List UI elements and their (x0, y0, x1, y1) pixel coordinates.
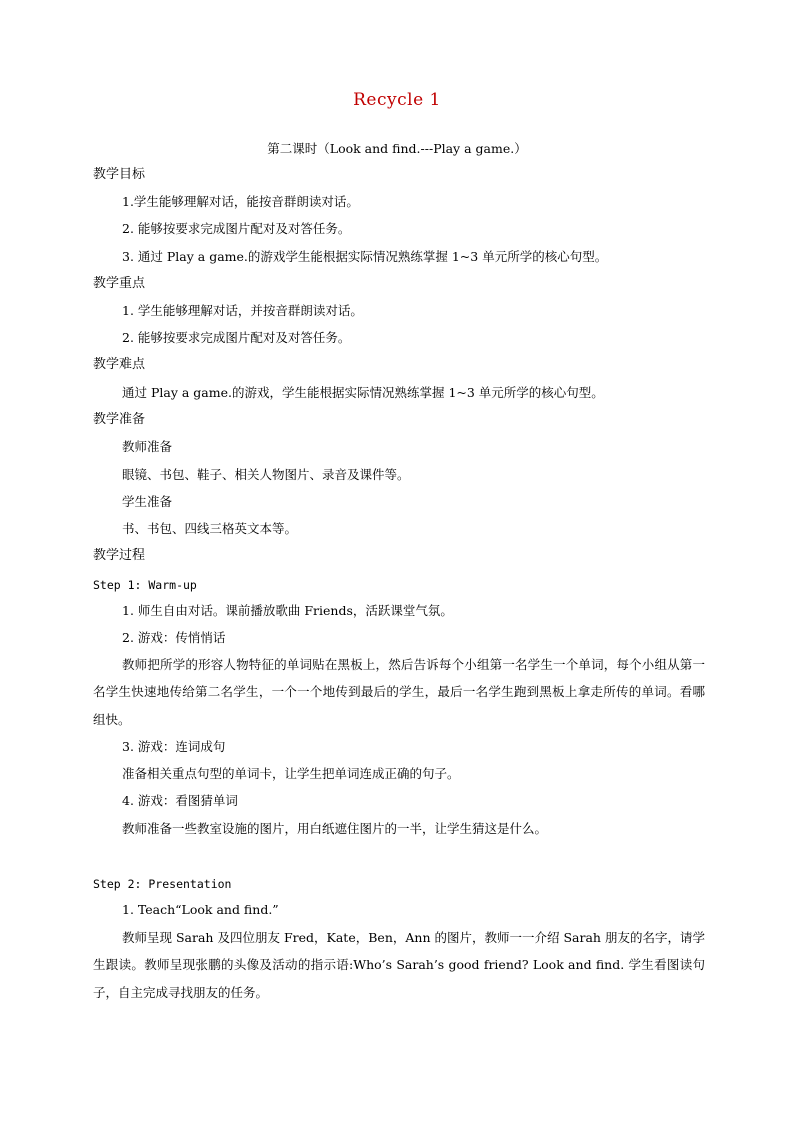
teacher-prep-items: 眼镜、书包、鞋子、相关人物图片、录音及课件等。 (122, 467, 410, 482)
lesson-subtitle: 第二课时（Look and find.---Play a game.） (267, 141, 527, 156)
step2-title: Step 2: Presentation (93, 877, 232, 891)
teacher-prep-label: 教师准备 (122, 439, 173, 454)
difficulties-text: 通过 Play a game.的游戏，学生能根据实际情况熟练掌握 1~3 单元所学的核心句型。 (122, 385, 604, 400)
student-prep-label: 学生准备 (122, 494, 173, 509)
step1-title: Step 1: Warm-up (93, 578, 197, 592)
step1-item2-text: 教师把所学的形容人物特征的单词贴在黑板上，然后告诉每个小组第一名学生一个单词，每个小组从第一名学生快速地传给第二名学生，一个一个地传到最后的学生，最后一名学生跑到黑板上拿走所传的单词。看哪组快。 (93, 657, 705, 727)
step1-item4-text: 教师准备一些教室设施的图片，用白纸遮住图片的一半，让学生猜这是什么。 (122, 821, 548, 836)
student-prep-items: 书、书包、四线三格英文本等。 (122, 521, 298, 536)
preparation-heading: 教学准备 (93, 412, 146, 427)
step1-item3-text: 准备相关重点句型的单词卡，让学生把单词连成正确的句子。 (122, 766, 460, 781)
step2-item1-text: 教师呈现 Sarah 及四位朋友 Fred，Kate，Ben，Ann 的图片，教师一一介绍 Sarah 朋友的名字，请学生跟读。教师呈现张鹏的头像及活动的指示语:Who’s Sarah’s good friend? Look and find. 学生看图读句子，自主完成寻找朋友的任务。 (93, 930, 705, 1000)
objective-item: 1.学生能够理解对话，能按音群朗读对话。 (122, 194, 359, 209)
step1-item: 2. 游戏：传悄悄话 (122, 630, 226, 645)
objective-item: 3. 通过 Play a game.的游戏学生能根据实际情况熟练掌握 1~3 单元所学的核心句型。 (122, 249, 608, 264)
key-point-item: 2. 能够按要求完成图片配对及对答任务。 (122, 330, 351, 345)
step1-item: 1. 师生自由对话。课前播放歌曲 Friends，活跃课堂气氛。 (122, 603, 453, 618)
step2-item: 1. Teach“Look and find.” (122, 902, 279, 917)
process-heading: 教学过程 (93, 548, 146, 563)
step1-item: 4. 游戏：看图猜单词 (122, 793, 238, 808)
objectives-heading: 教学目标 (93, 167, 146, 182)
difficulties-heading: 教学难点 (93, 357, 146, 372)
objective-item: 2. 能够按要求完成图片配对及对答任务。 (122, 221, 351, 236)
step1-item: 3. 游戏：连词成句 (122, 739, 226, 754)
document-title: Recycle 1 (353, 90, 441, 110)
key-points-heading: 教学重点 (93, 276, 146, 291)
key-point-item: 1. 学生能够理解对话，并按音群朗读对话。 (122, 303, 363, 318)
